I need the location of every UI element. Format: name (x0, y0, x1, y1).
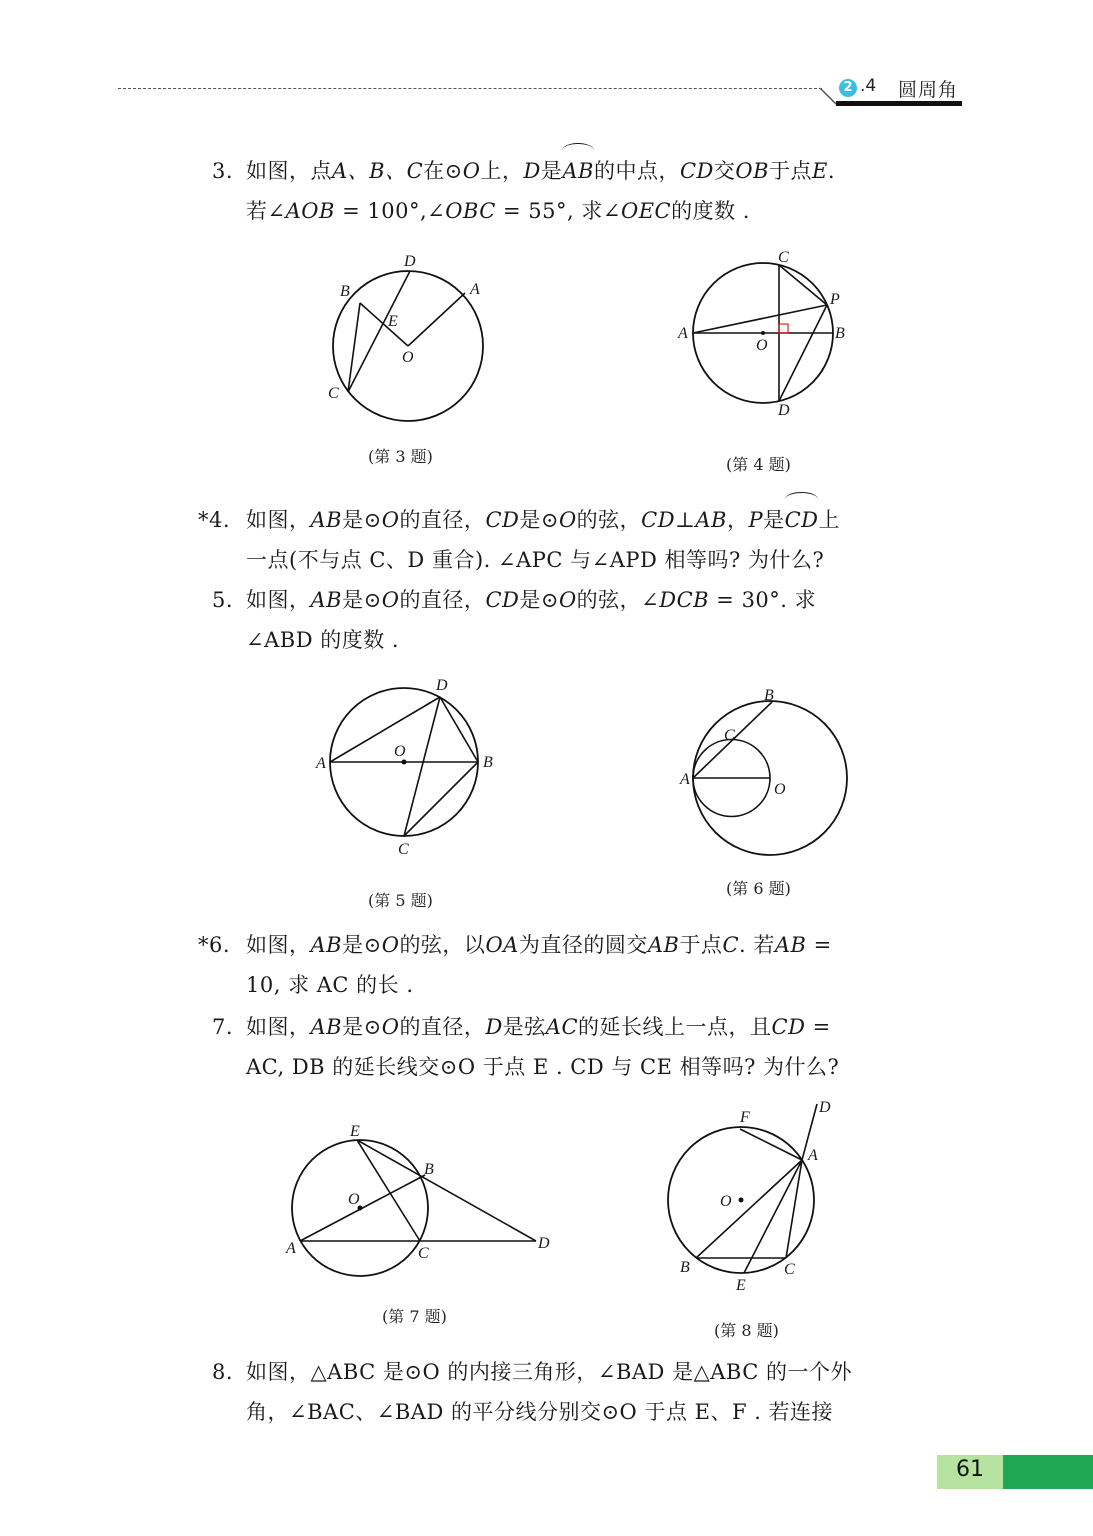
label-a: A (286, 1240, 296, 1257)
header-dashed-rule (118, 88, 822, 89)
figure-7 (278, 1120, 568, 1290)
label-b: B (483, 754, 493, 771)
label-b: B (764, 687, 774, 704)
problem-number: 3. (212, 159, 234, 183)
label-e: E (388, 313, 398, 330)
label-o: O (756, 337, 768, 354)
radius-oa (408, 293, 465, 346)
problem-5: 5. 如图，AB是⊙O的直径，CD是⊙O的弦，∠DCB = 30°. 求 ∠ABD 的度数 . (212, 580, 816, 660)
segment-db (440, 697, 478, 762)
page-number: 61 (956, 1457, 984, 1482)
caption-6: (第 6 题) (726, 879, 791, 898)
label-b: B (424, 1161, 434, 1178)
segment-ec (357, 1140, 420, 1241)
caption-5: (第 5 题) (368, 891, 433, 910)
problem-6: *6. 如图，AB是⊙O的弦，以OA为直径的圆交AB于点C. 若AB = 10, 求 AC 的长 . (198, 925, 832, 1005)
segment-cp (779, 265, 827, 305)
arc-ab: AB (562, 151, 594, 191)
label-a: A (680, 771, 690, 788)
arc-cd: CD (785, 500, 819, 540)
label-o: O (774, 781, 786, 798)
caption-4: (第 4 题) (726, 455, 791, 474)
label-a: A (678, 325, 688, 342)
label-p: P (830, 291, 840, 308)
problem-4: *4. 如图，AB是⊙O的直径，CD是⊙O的弦，CD⊥AB，P是CD上 一点(不与点 C、D 重合). ∠APC 与∠APD 相等吗? 为什么? (198, 500, 840, 580)
label-o: O (720, 1193, 732, 1210)
section-title: 圆周角 (898, 79, 959, 101)
section-number-badge: 2 (839, 79, 857, 97)
problem-number: *6. (198, 933, 231, 957)
chord-dc (348, 271, 410, 392)
problem-7: 7. 如图，AB是⊙O的直径，D是弦AC的延长线上一点，且CD = AC, DB 的延长线交⊙O 于点 E . CD 与 CE 相等吗? 为什么? (212, 1007, 839, 1087)
label-o: O (402, 349, 414, 366)
label-c: C (398, 841, 409, 858)
segment-cb (404, 762, 478, 836)
figure-3 (318, 248, 498, 428)
caption-7: (第 7 题) (382, 1307, 447, 1326)
center-dot (739, 1198, 744, 1203)
problem-8: 8. 如图，△ABC 是⊙O 的内接三角形，∠BAD 是△ABC 的一个外 角，∠BAC、∠BAD 的平分线分别交⊙O 于点 E、F . 若连接 (212, 1352, 852, 1432)
figure-8 (664, 1096, 854, 1296)
caption-8: (第 8 题) (714, 1321, 779, 1340)
right-angle-mark (779, 324, 788, 333)
label-c: C (778, 250, 789, 266)
problem-number: *4. (198, 508, 231, 532)
label-e: E (350, 1123, 360, 1140)
figure-4 (676, 250, 856, 425)
segment-ad (330, 697, 440, 762)
chord-dc (404, 697, 440, 836)
figure-5 (310, 672, 510, 862)
segment-ap (693, 305, 827, 333)
label-c: C (724, 727, 735, 744)
label-d: D (404, 253, 416, 270)
segment-ab (696, 1160, 802, 1258)
label-e: E (736, 1277, 746, 1294)
section-number-suffix: .4 (860, 76, 877, 96)
label-c: C (784, 1261, 795, 1278)
label-a: A (470, 281, 480, 298)
label-o: O (348, 1191, 360, 1208)
label-a: A (316, 755, 326, 772)
segment-dp (779, 305, 827, 401)
label-d: D (538, 1235, 550, 1252)
radius-ob (360, 303, 408, 346)
label-d: D (436, 677, 448, 694)
label-d: D (778, 402, 790, 419)
label-a: A (808, 1147, 818, 1164)
problem-number: 7. (212, 1015, 234, 1039)
caption-3: (第 3 题) (368, 447, 433, 466)
center-dot (761, 331, 765, 335)
figure-6 (676, 684, 856, 864)
problem-3: 3. 如图，点A、B、C在⊙O上，D是AB的中点，CD交OB于点E. 若∠AOB = 100°,∠OBC = 55°, 求∠OEC的度数 . (212, 151, 835, 231)
label-f: F (740, 1109, 750, 1126)
label-b: B (835, 325, 845, 342)
label-c: C (328, 385, 339, 402)
problem-number: 8. (212, 1360, 234, 1384)
label-d: D (819, 1099, 831, 1116)
problem-number: 5. (212, 588, 234, 612)
label-c: C (418, 1245, 429, 1262)
center-dot (402, 760, 407, 765)
label-o: O (394, 743, 406, 760)
page-number-tab (1003, 1455, 1093, 1489)
label-b: B (340, 283, 350, 300)
segment-ed (357, 1140, 536, 1241)
label-b: B (680, 1259, 690, 1276)
